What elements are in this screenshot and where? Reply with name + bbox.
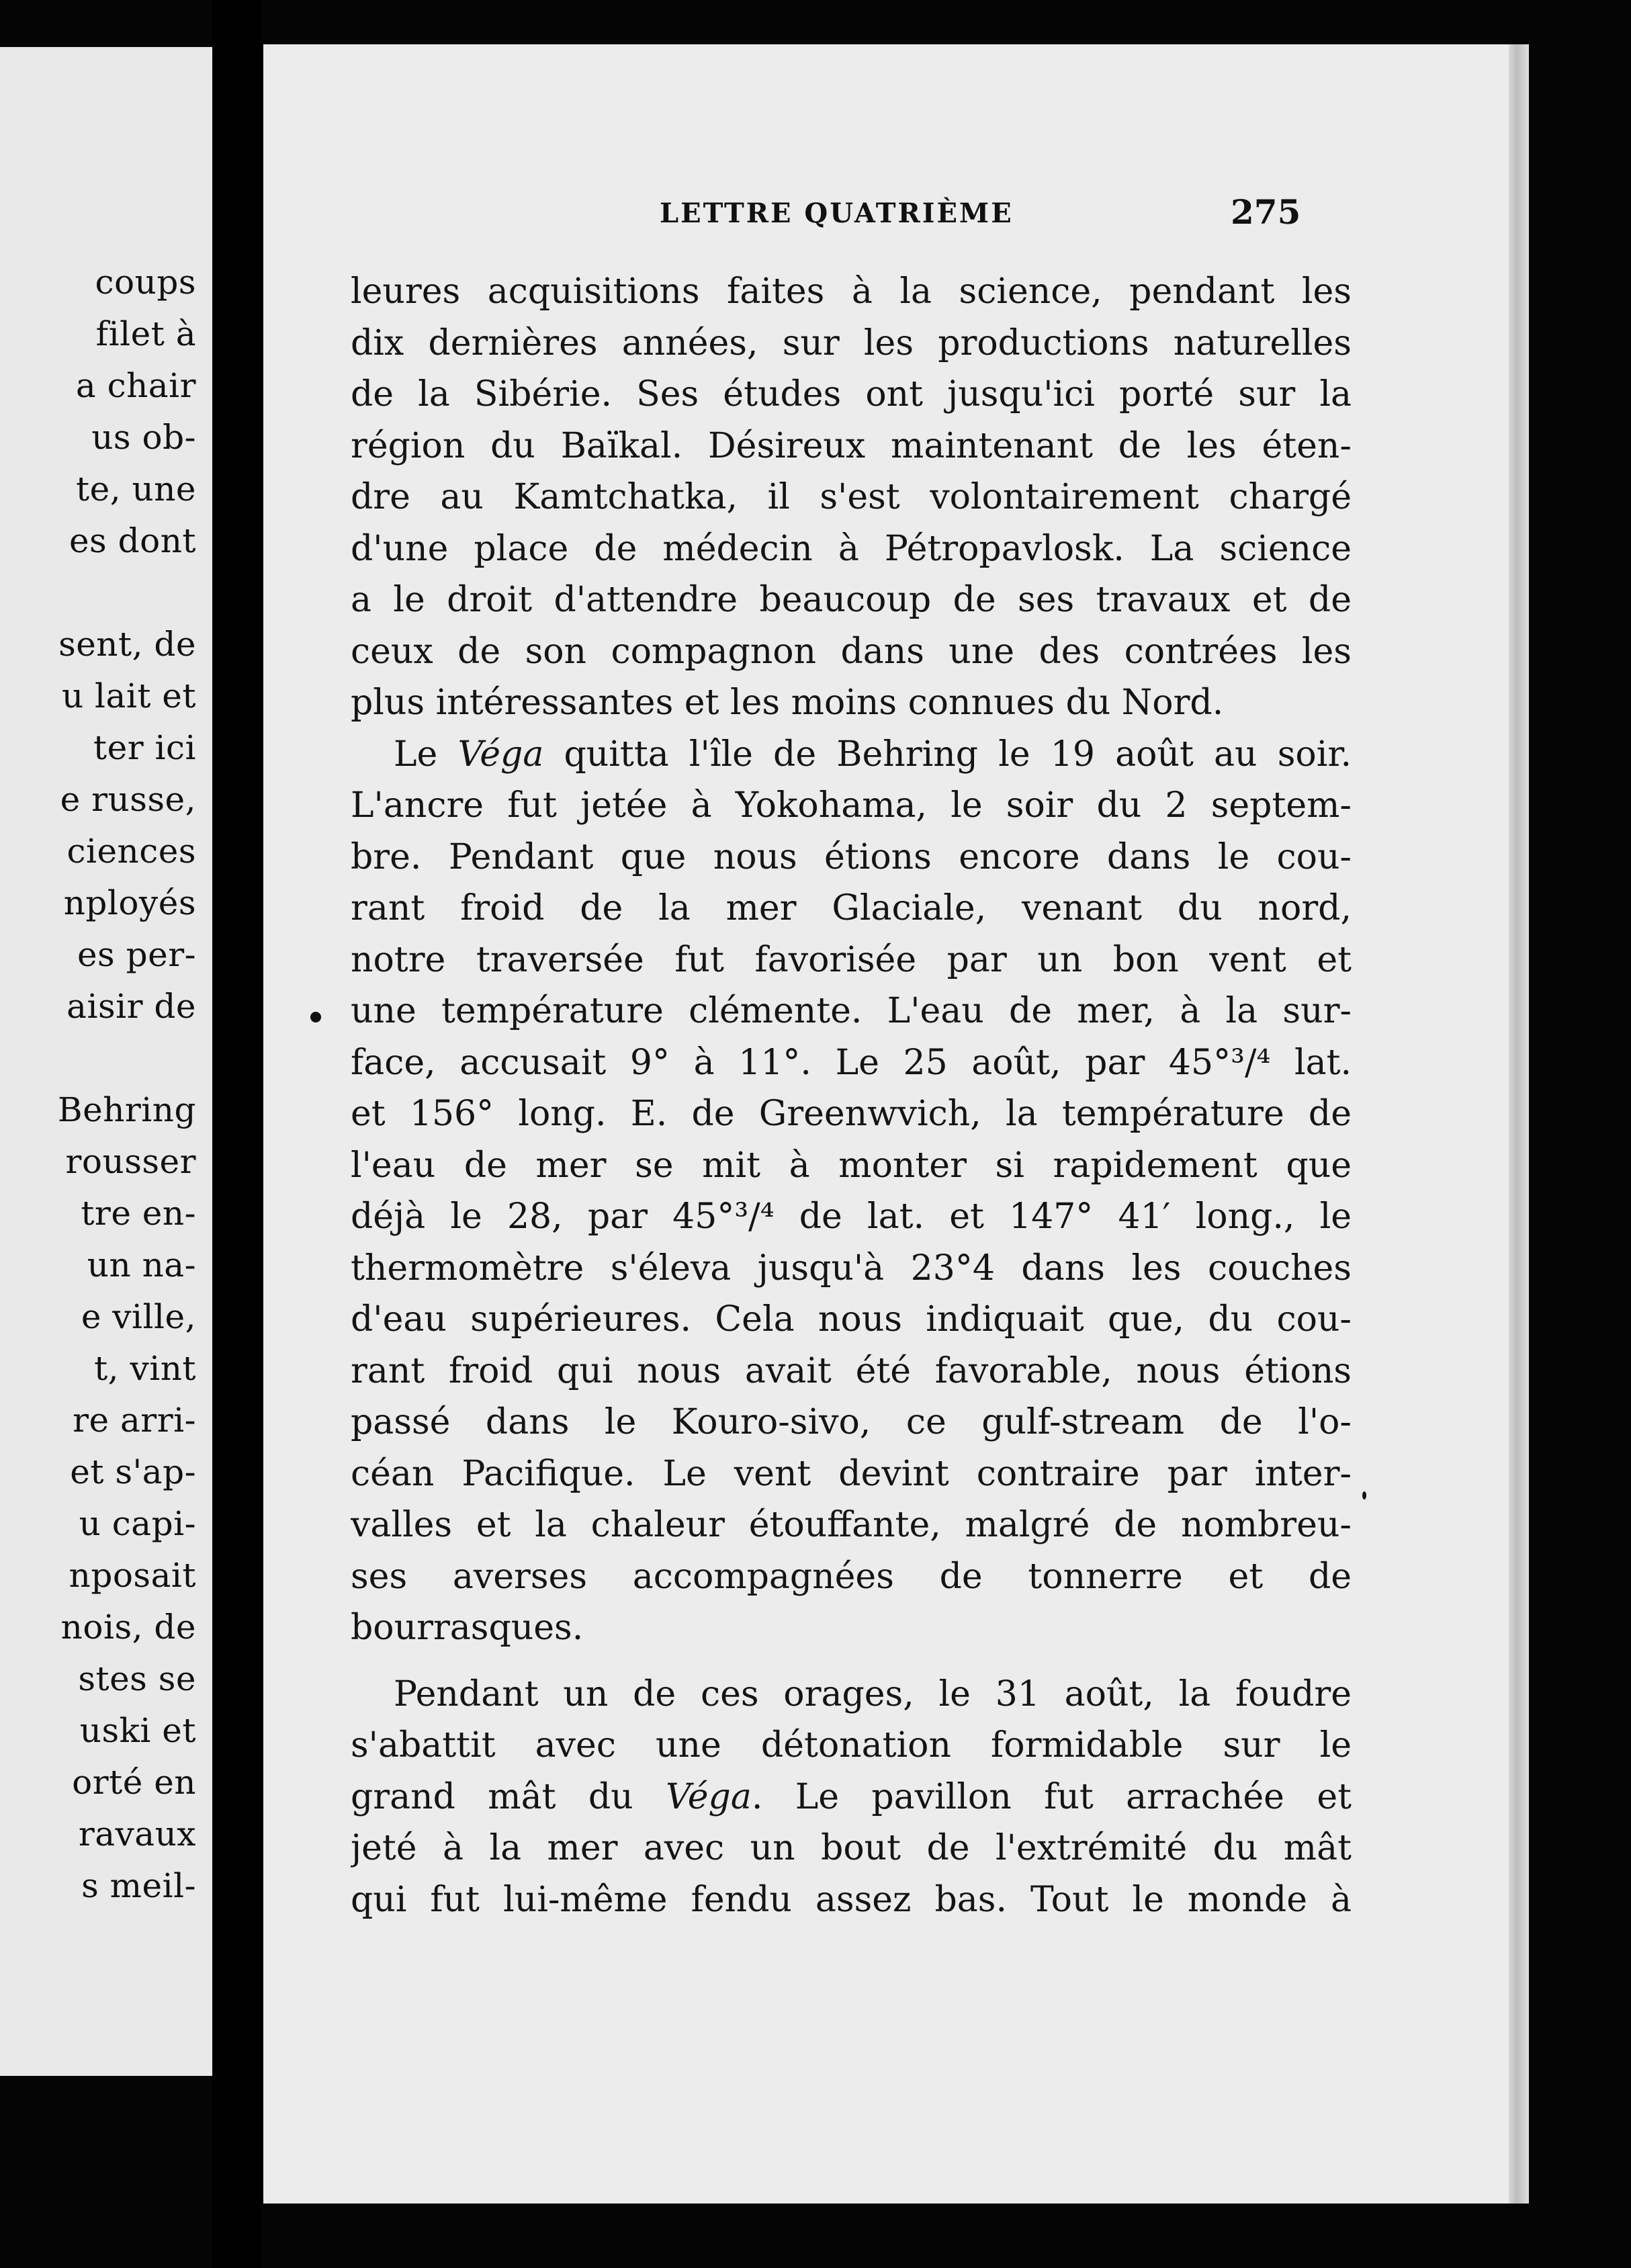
left-page-line: nois, de bbox=[60, 1608, 196, 1647]
book-gutter bbox=[212, 0, 262, 2268]
main-page bbox=[263, 44, 1529, 2204]
text-line: ceux de son compagnon dans une des contrées les bbox=[351, 631, 1352, 672]
text-line: une température clémente. L'eau de mer, à la sur- bbox=[351, 991, 1352, 1031]
left-page-line: e ville, bbox=[81, 1297, 196, 1336]
left-page-line: filet à bbox=[95, 314, 196, 353]
left-facing-page bbox=[0, 47, 212, 2076]
ink-speck bbox=[310, 1012, 321, 1022]
left-page-line: a chair bbox=[75, 366, 196, 405]
text-line: de la Sibérie. Ses études ont jusqu'ici porté sur la bbox=[351, 374, 1352, 415]
left-page-text-fragments bbox=[58, 257, 196, 1912]
text-line: l'eau de mer se mit à monter si rapidement que bbox=[351, 1145, 1352, 1186]
left-page-line: et s'ap- bbox=[70, 1452, 196, 1491]
text-line: plus intéressantes et les moins connues du Nord. bbox=[351, 683, 1224, 723]
text-line: région du Baïkal. Désireux maintenant de les éten- bbox=[351, 425, 1352, 466]
left-page-line: nposait bbox=[69, 1556, 196, 1595]
text-line: rant froid qui nous avait été favorable, nous étions bbox=[351, 1350, 1352, 1391]
ship-name-italic: Véga bbox=[457, 734, 544, 775]
left-page-line: re arri- bbox=[73, 1401, 196, 1440]
text-run: grand mât du bbox=[351, 1776, 666, 1817]
left-page-line: ravaux bbox=[78, 1815, 196, 1853]
text-line: notre traversée fut favorisée par un bon vent et bbox=[351, 939, 1352, 980]
left-page-line: tre en- bbox=[81, 1194, 196, 1233]
left-page-line: es dont bbox=[69, 521, 196, 560]
text-line: leures acquisitions faites à la science, pendant les bbox=[351, 271, 1352, 312]
left-page-line: u lait et bbox=[61, 677, 196, 715]
text-line: jeté à la mer avec un bout de l'extrémité du mât bbox=[351, 1828, 1352, 1868]
left-page-line: ter ici bbox=[93, 728, 196, 767]
left-page-line bbox=[58, 567, 196, 619]
text-line: bre. Pendant que nous étions encore dans le cou- bbox=[351, 836, 1352, 877]
text-line: déjà le 28, par 45°³/⁴ de lat. et 147° 41′ long., le bbox=[351, 1196, 1352, 1237]
text-line: a le droit d'attendre beaucoup de ses travaux et de bbox=[351, 580, 1352, 620]
text-line: d'eau supérieures. Cela nous indiquait que, du cou- bbox=[351, 1299, 1352, 1340]
text-line: rant froid de la mer Glaciale, venant du nord, bbox=[351, 888, 1352, 928]
text-line: d'une place de médecin à Pétropavlosk. La science bbox=[351, 528, 1352, 569]
left-page-line: rousser bbox=[65, 1142, 196, 1181]
page-number: 275 bbox=[1231, 192, 1301, 232]
text-line: passé dans le Kouro-sivo, ce gulf-stream de l'o- bbox=[351, 1402, 1352, 1442]
left-page-line: s meil- bbox=[81, 1866, 196, 1905]
left-page-line: uski et bbox=[79, 1711, 196, 1750]
text-run: quitta l'île de Behring le 19 août au soir. bbox=[543, 734, 1352, 775]
text-line: valles et la chaleur étouffante, malgré de nombreu- bbox=[351, 1505, 1352, 1545]
text-line: ses averses accompagnées de tonnerre et de bbox=[351, 1556, 1352, 1597]
left-page-line: es per- bbox=[77, 935, 196, 974]
left-page-line: aisir de bbox=[67, 987, 196, 1026]
text-line: face, accusait 9° à 11°. Le 25 août, par 45°³/⁴ lat. bbox=[351, 1042, 1352, 1083]
left-page-line: un na- bbox=[87, 1246, 196, 1284]
text-run: Le bbox=[394, 734, 458, 775]
left-page-line: orté en bbox=[72, 1763, 196, 1802]
page-header bbox=[263, 192, 1529, 245]
left-page-line: e russe, bbox=[60, 780, 196, 819]
running-title: LETTRE QUATRIÈME bbox=[660, 198, 1014, 229]
left-page-line bbox=[58, 1033, 196, 1084]
left-page-line: ciences bbox=[67, 832, 196, 871]
ink-speck bbox=[1362, 1491, 1366, 1499]
left-page-line: stes se bbox=[78, 1659, 196, 1698]
text-line: qui fut lui-même fendu assez bas. Tout le monde à bbox=[351, 1879, 1352, 1920]
left-page-line: nployés bbox=[63, 883, 196, 922]
text-line bbox=[351, 1772, 1352, 1823]
text-line: et 156° long. E. de Greenwvich, la température de bbox=[351, 1094, 1352, 1134]
text-run: . Le pavillon fut arrachée et bbox=[751, 1776, 1352, 1817]
text-line: thermomètre s'éleva jusqu'à 23°4 dans les couches bbox=[351, 1248, 1352, 1289]
text-line: L'ancre fut jetée à Yokohama, le soir du 2 septem- bbox=[351, 785, 1352, 826]
left-page-line: Behring bbox=[57, 1090, 196, 1129]
left-page-line: te, une bbox=[76, 470, 196, 509]
ship-name-italic: Véga bbox=[665, 1776, 752, 1817]
left-page-line: us ob- bbox=[91, 418, 196, 457]
text-line: dix dernières années, sur les productions naturelles bbox=[351, 322, 1352, 363]
text-line: Pendant un de ces orages, le 31 août, la foudre bbox=[394, 1673, 1352, 1714]
text-line: s'abattit avec une détonation formidable sur le bbox=[351, 1725, 1352, 1765]
left-page-line: u capi- bbox=[79, 1504, 196, 1543]
text-line: bourrasques. bbox=[351, 1608, 584, 1648]
left-page-line: t, vint bbox=[94, 1349, 196, 1388]
text-line bbox=[351, 729, 1352, 781]
page-edge-shadow bbox=[1509, 44, 1529, 2204]
body-text bbox=[351, 266, 1352, 1925]
text-line: céan Pacifique. Le vent devint contraire par inter- bbox=[351, 1453, 1352, 1494]
text-line: dre au Kamtchatka, il s'est volontairement chargé bbox=[351, 477, 1352, 517]
left-page-line: coups bbox=[95, 263, 196, 302]
left-page-line: sent, de bbox=[58, 625, 196, 664]
